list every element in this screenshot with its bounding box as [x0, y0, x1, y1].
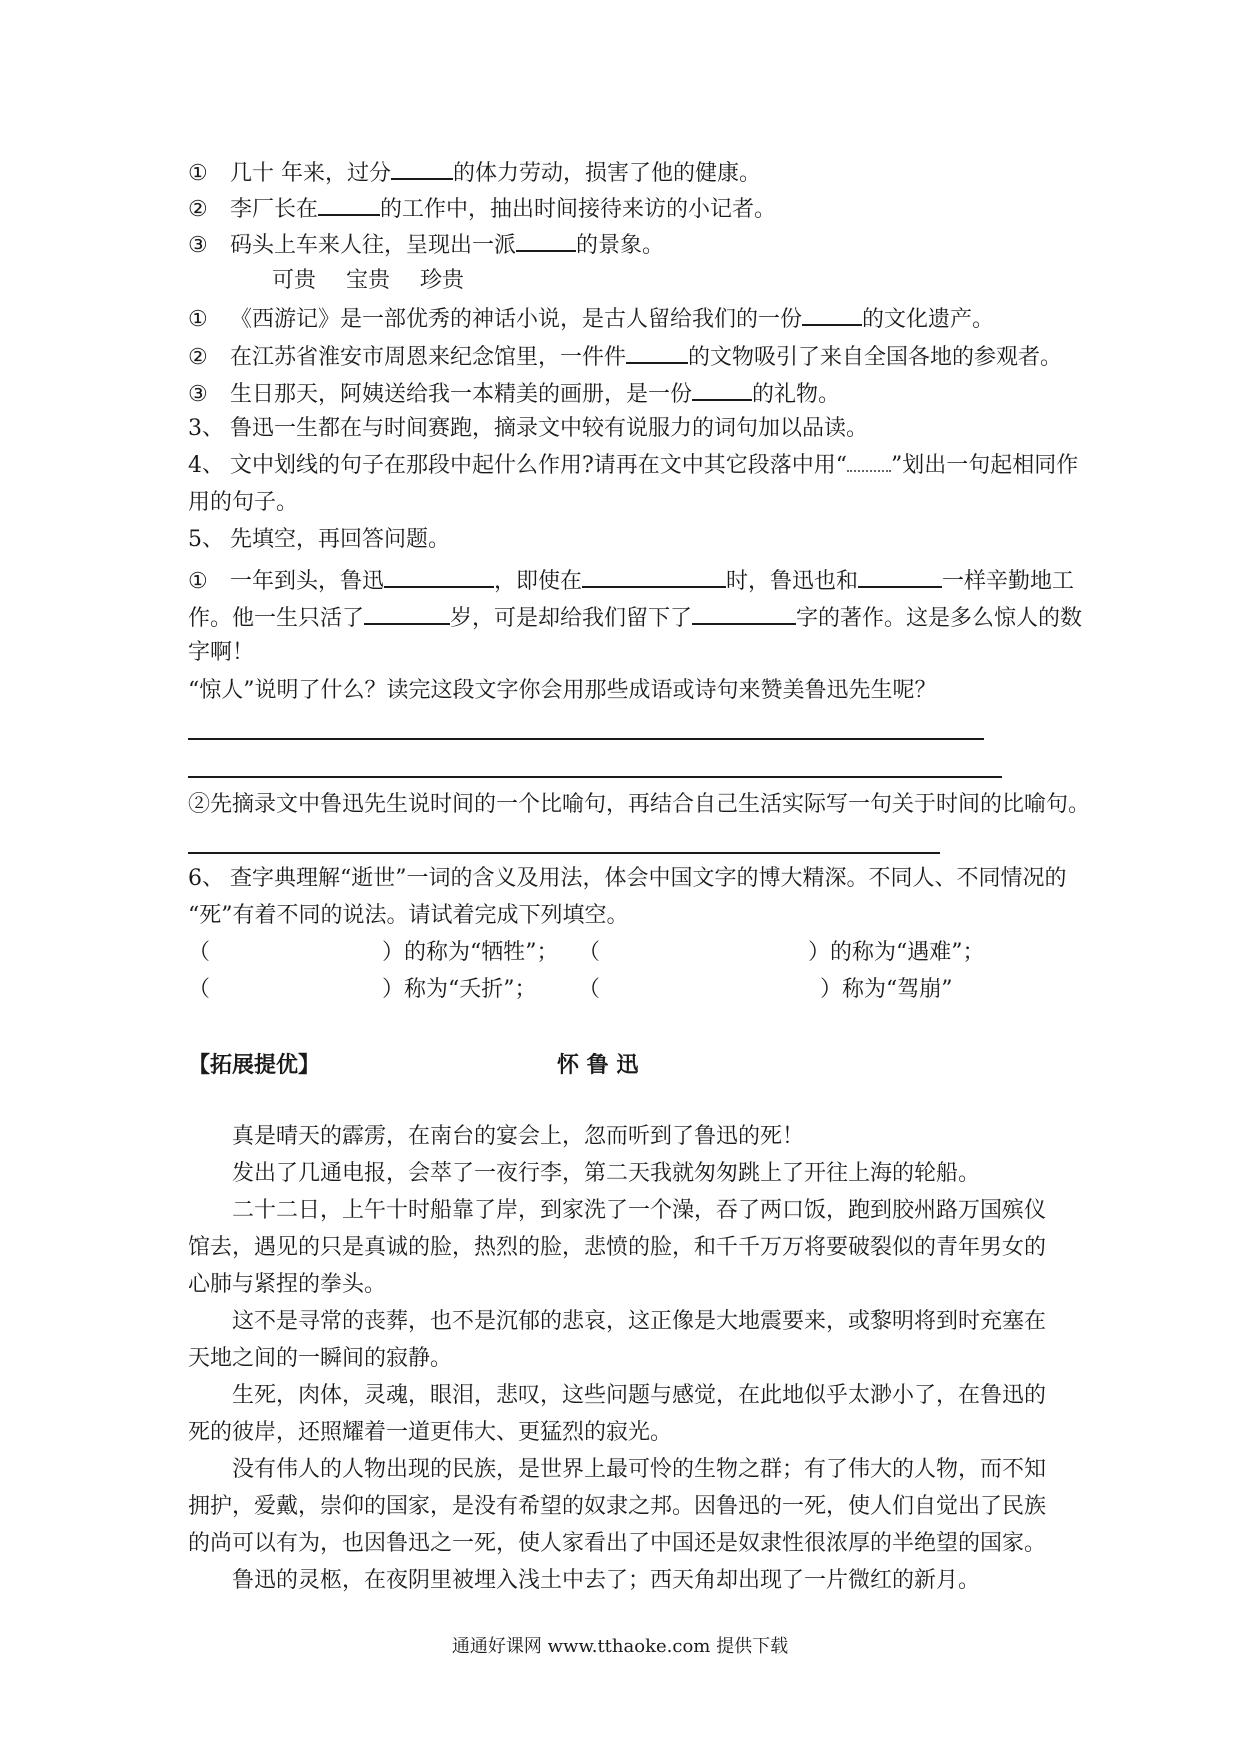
q6-row-1-right: （ ）的称为“遇难”； [578, 940, 985, 965]
question-5: 5、 先填空，再回答问题。 [188, 527, 451, 552]
answer-blank[interactable] [318, 192, 380, 216]
answer-blank[interactable] [626, 340, 688, 364]
q6-row-2-left: （ ）称为“夭折”； [188, 977, 537, 1002]
article-paragraph-4: 这不是寻常的丧葬，也不是沉郁的悲哀，这正像是大地震要来，或黎明将到时充塞在天地之间的一瞬间的寂静。 [188, 1309, 1047, 1371]
wavy-underline-sample [847, 450, 891, 472]
article-paragraph-1: 真是晴天的霹雳，在南台的宴会上，忽而听到了鲁迅的死！ [232, 1124, 805, 1149]
answer-blank[interactable] [692, 377, 752, 401]
answer-line[interactable] [188, 738, 984, 740]
fill1-item-2: ② 李厂长在 的工作中，抽出时间接待来访的小记者。 [188, 192, 776, 225]
answer-blank[interactable] [384, 564, 494, 588]
answer-line[interactable] [188, 852, 940, 854]
answer-line[interactable] [188, 776, 1002, 778]
q6-row-2-right: （ ）称为“驾崩” [578, 977, 953, 1002]
fill2-item-1: ① 《西游记》是一部优秀的神话小说，是古人留给我们的一份 的文化遗产。 [188, 302, 994, 335]
q5-line-1: ① 一年到头，鲁迅 ，即使在 时，鲁迅也和 一样辛勤地工 [188, 564, 1074, 597]
article-paragraph-5: 生死，肉体，灵魂，眼泪，悲叹，这些问题与感觉，在此地似乎太渺小了，在鲁迅的死的彼岸，还照耀着一道更伟大、更猛烈的寂光。 [188, 1383, 1047, 1445]
q5-ask: “惊人”说明了什么？读完这段文字你会用那些成语或诗句来赞美鲁迅先生呢？ [188, 678, 937, 703]
article-paragraph-3: 二十二日，上午十时船靠了岸，到家洗了一个澡，吞了两口饭，跑到胶州路万国殡仪馆去，遇见的只是真诚的脸，热烈的脸，悲愤的脸，和千千万万将要破裂似的青年男女的心肺与紧捏的拳头。 [188, 1198, 1047, 1297]
answer-blank[interactable] [858, 564, 942, 588]
fill2-item-2: ② 在江苏省淮安市周恩来纪念馆里，一件件 的文物吸引了来自全国各地的参观者。 [188, 340, 1062, 373]
question-3: 3、 鲁迅一生都在与时间赛跑，摘录文中较有说服力的词句加以品读。 [188, 416, 869, 441]
q6-row-1-left: （ ）的称为“牺牲”； [188, 940, 559, 965]
answer-blank[interactable] [391, 156, 453, 180]
question-4: 4、 文中划线的句子在那段中起什么作用?请再在文中其它段落中用“ ”划出一句起相同作 [188, 450, 1078, 481]
q5-line-2: 作。他一生只活了 岁，可是却给我们留下了 字的著作。这是多么惊人的数 [188, 601, 1082, 634]
answer-blank[interactable] [692, 601, 796, 625]
fill2-item-3: ③ 生日那天，阿姨送给我一本精美的画册，是一份 的礼物。 [188, 377, 840, 410]
article-title: 怀 鲁 迅 [557, 1052, 639, 1078]
section-tag: 【拓展提优】 [188, 1052, 321, 1078]
answer-blank[interactable] [582, 564, 726, 588]
fill1-item-3: ③ 码头上车来人往，呈现出一派 的景象。 [188, 228, 664, 261]
word-options: 可贵 宝贵 珍贵 [272, 268, 465, 293]
fill1-item-1: ① 几十 年来，过分 的体力劳动，损害了他的健康。 [188, 156, 761, 189]
page-footer: 通通好课网 www.tthaoke.com 提供下载 [451, 1636, 789, 1657]
question-6: 6、 查字典理解“逝世”一词的含义及用法，体会中国文字的博大精深。不同人、不同情况的 [188, 866, 1067, 891]
article-paragraph-6: 没有伟人的人物出现的民族，是世界上最可怜的生物之群；有了伟大的人物，而不知拥护，爱戴，崇仰的国家，是没有希望的奴隶之邦。因鲁迅的一死，使人们自觉出了民族的尚可以有为，也因鲁迅之一死，使人家看出了中国还是奴隶性很浓厚的半绝望的国家。 [188, 1457, 1047, 1556]
answer-blank[interactable] [516, 228, 576, 252]
article-paragraph-2: 发出了几通电报，会萃了一夜行李，第二天我就匆匆跳上了开往上海的轮船。 [232, 1161, 981, 1186]
article-paragraph-7: 鲁迅的灵柩，在夜阴里被埋入浅土中去了；西天角却出现了一片微红的新月。 [232, 1568, 981, 1593]
question-6-cont: “死”有着不同的说法。请试着完成下列填空。 [188, 903, 629, 928]
question-4-cont: 用的句子。 [188, 490, 299, 515]
answer-blank[interactable] [364, 601, 450, 625]
q5-sub-2: ②先摘录文中鲁迅先生说时间的一个比喻句，再结合自己生活实际写一句关于时间的比喻句。 [188, 792, 1091, 817]
q5-line-3: 字啊！ [188, 640, 255, 665]
answer-blank[interactable] [802, 302, 862, 326]
